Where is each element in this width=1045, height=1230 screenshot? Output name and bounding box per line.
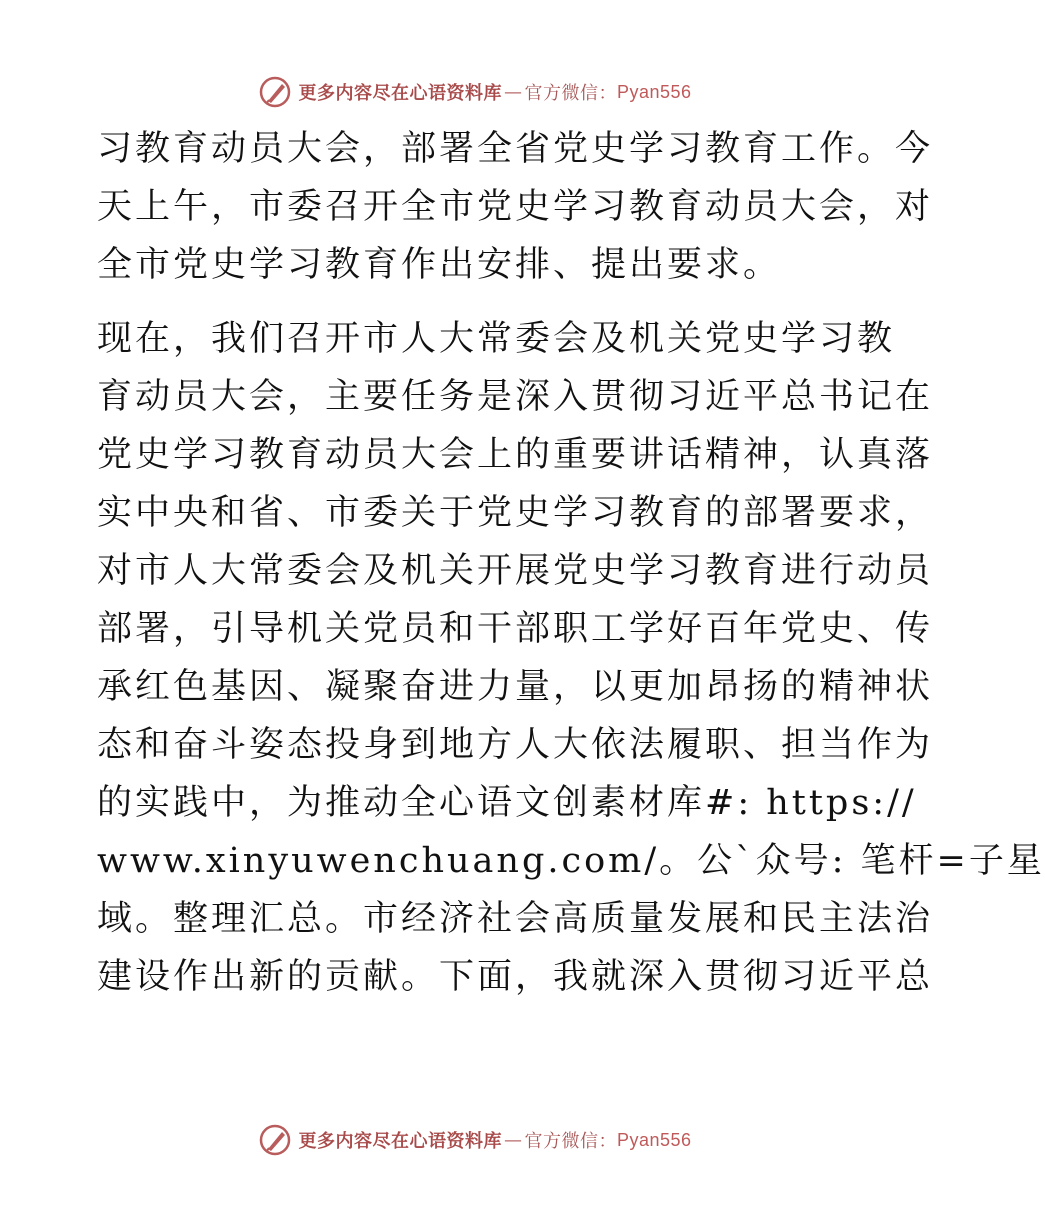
text-line: 全市党史学习教育作出安排、提出要求。 [97,245,782,285]
text-line: 承红色基因、凝聚奋进力量，以更加昂扬的精神状 [97,667,934,707]
footer-banner [0,1120,950,1160]
text-line: 态和奋斗姿态投身到地方人大依法履职、担当作为 [97,725,934,765]
banner-dash: — [503,81,523,103]
text-line: 对市人大常委会及机关开展党史学习教育进行动员 [97,551,934,591]
text-line: 部署，引导机关党员和干部职工学好百年党史、传 [97,609,934,649]
banner-wechat-handle: Pyan556 [616,81,692,102]
text-line: 育动员大会，主要任务是深入贯彻习近平总书记在 [97,377,934,417]
banner-dash: — [503,1129,523,1151]
banner-site-name: 更多内容尽在心语资料库 [298,83,502,104]
quill-pen-circle-icon [258,1123,292,1157]
text-line: 天上午，市委召开全市党史学习教育动员大会，对 [97,187,934,227]
paragraph-spacer [97,294,857,310]
paragraph [97,120,934,294]
banner-content [258,75,691,109]
banner-site-name: 更多内容尽在心语资料库 [298,1131,502,1152]
text-line: 的实践中，为推动全心语文创素材库#: https:// [97,783,917,823]
banner-wechat-handle: Pyan556 [616,1129,692,1150]
text-line: 习教育动员大会，部署全省党史学习教育工作。今 [97,129,934,169]
banner-content [258,1123,691,1157]
banner-wechat-label: 官方微信： [524,83,617,104]
header-banner [0,72,950,112]
text-line: 现在，我们召开市人大常委会及机关党史学习教 [97,319,896,359]
text-line: 域。整理汇总。市经济社会高质量发展和民主法治 [97,899,934,939]
document-body [97,120,1045,1006]
text-line: 建设作出新的贡献。下面，我就深入贯彻习近平总 [97,957,934,997]
text-line: 实中央和省、市委关于党史学习教育的部署要求， [97,493,934,533]
paragraph [97,310,1045,1006]
quill-pen-circle-icon [258,75,292,109]
text-line: www.xinyuwenchuang.com/。公`众号: 笔杆=子星 [97,841,1045,881]
text-line: 党史学习教育动员大会上的重要讲话精神，认真落 [97,435,934,475]
banner-wechat-label: 官方微信： [524,1131,617,1152]
